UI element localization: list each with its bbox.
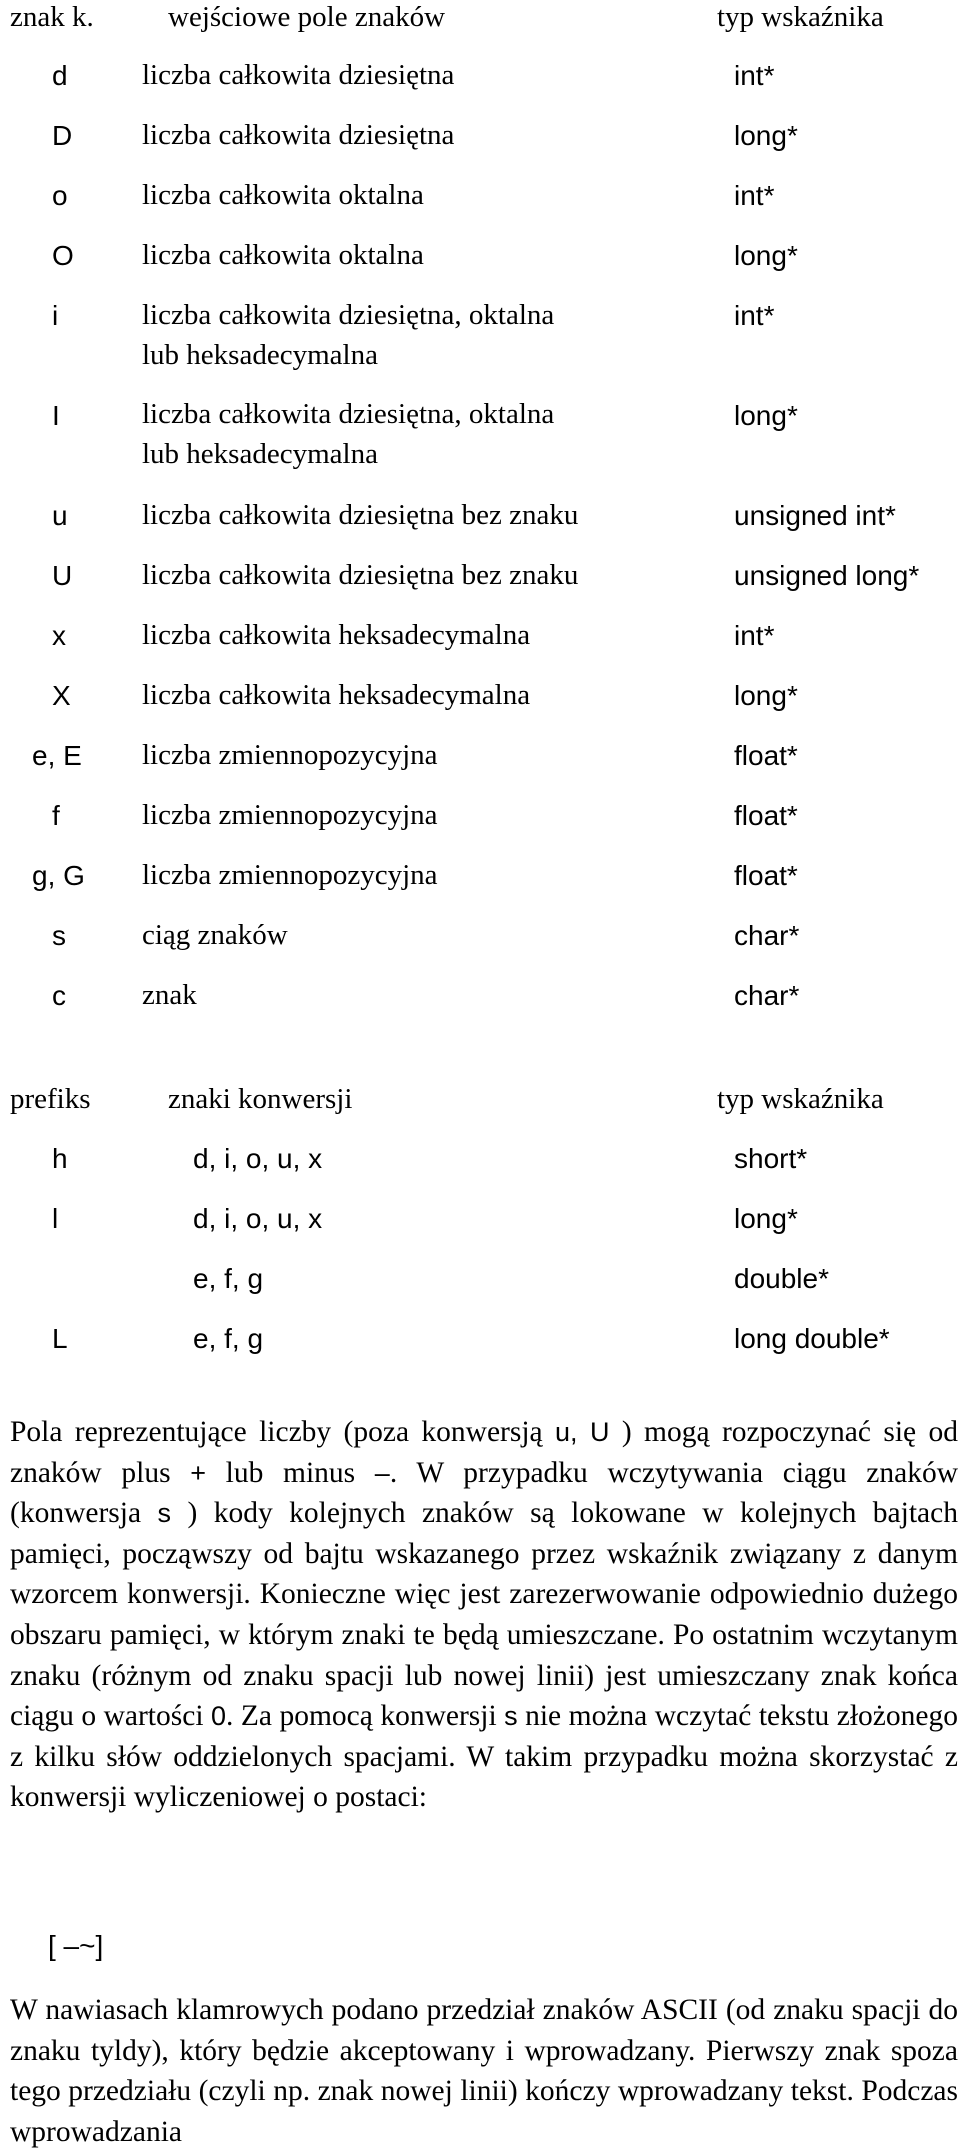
row-code: x	[52, 620, 66, 651]
row-prefix: l	[52, 1203, 59, 1234]
row-pointer-type: float*	[734, 740, 798, 771]
row-description: liczba całkowita heksadecymalna	[142, 619, 531, 651]
paragraph-text: nie można wczytać tekstu złożonego z kilku słów oddzielonych spacjami. W takim przypadku można skorzystać z konwersji wyliczeniowej o postaci:	[10, 1700, 958, 1814]
row-description-line2: lub heksadecymalna	[142, 339, 378, 371]
row-code: o	[52, 180, 68, 211]
row-code: s	[52, 920, 66, 951]
code-token: s	[157, 1498, 172, 1529]
scan-set-formula: [ –~]	[48, 1930, 104, 1961]
row-description-line2: lub heksadecymalna	[142, 438, 378, 470]
row-code: u	[52, 500, 68, 531]
row-pointer-type: float*	[734, 860, 798, 891]
row-conversion-chars: d, i, o, u, x	[193, 1143, 323, 1174]
row-pointer-type: unsigned long*	[734, 560, 920, 591]
row-pointer-type: char*	[734, 980, 800, 1011]
table2-header-conversion: znaki konwersji	[168, 1083, 353, 1115]
row-pointer-type: long*	[734, 400, 798, 431]
row-code: U	[52, 560, 73, 591]
table2-header-type: typ wskaźnika	[717, 1083, 884, 1115]
code-token: u, U	[555, 1417, 610, 1447]
row-code: g, G	[32, 860, 85, 891]
row-pointer-type: char*	[734, 920, 800, 951]
row-description-line1: liczba całkowita dziesiętna, oktalna	[142, 299, 555, 331]
row-pointer-type: float*	[734, 800, 798, 831]
paragraph-text: . W przypadku wczytywania ciągu znaków (konwersja	[10, 1456, 958, 1530]
row-pointer-type: int*	[734, 60, 775, 91]
paragraph-scan-set: W nawiasach klamrowych podano przedział znaków ASCII (od znaku spacji do znaku tyldy), który będzie akceptowany i wprowadzany. Pierwszy znak spoza tego przedziału (czyli np. znak nowej linii) kończy wprowadzany tekst. Podczas wprowadzania	[10, 1994, 958, 2148]
row-pointer-type: int*	[734, 300, 775, 331]
row-pointer-type: long*	[734, 240, 798, 271]
row-code: D	[52, 120, 73, 151]
row-code: X	[52, 680, 71, 711]
row-description: liczba całkowita heksadecymalna	[142, 679, 531, 711]
code-token: +	[190, 1457, 207, 1488]
paragraph-text: ) mogą rozpoczynać się od znaków plus	[10, 1416, 958, 1489]
paragraph-conversion-notes	[10, 1412, 958, 1818]
row-conversion-chars: e, f, g	[193, 1323, 264, 1354]
row-prefix: h	[52, 1143, 68, 1174]
row-description: liczba całkowita dziesiętna bez znaku	[142, 559, 579, 591]
row-description: liczba całkowita oktalna	[142, 239, 424, 271]
row-code: O	[52, 240, 74, 271]
row-description: liczba zmiennopozycyjna	[142, 859, 438, 891]
row-pointer-type: double*	[734, 1263, 829, 1294]
row-conversion-chars: d, i, o, u, x	[193, 1203, 323, 1234]
paragraph-text: lub minus	[206, 1456, 375, 1489]
row-description: liczba całkowita dziesiętna bez znaku	[142, 499, 579, 531]
row-description: ciąg znaków	[142, 919, 288, 951]
row-code: i	[52, 300, 59, 331]
row-pointer-type: long*	[734, 680, 798, 711]
table2-header-prefix: prefiks	[10, 1083, 91, 1115]
table1-header-code: znak k.	[10, 1, 94, 33]
row-description-line1: liczba całkowita dziesiętna, oktalna	[142, 398, 555, 430]
row-description: liczba zmiennopozycyjna	[142, 799, 438, 831]
paragraph-text: Pola reprezentujące liczby (poza konwersją	[10, 1416, 556, 1448]
table1-header-field: wejściowe pole znaków	[168, 1, 446, 33]
row-pointer-type: int*	[734, 180, 775, 211]
row-prefix: L	[52, 1323, 68, 1354]
table1-header-type: typ wskaźnika	[717, 1, 884, 33]
row-description: liczba całkowita dziesiętna	[142, 59, 455, 91]
paragraph-text: . Za pomocą konwersji	[226, 1700, 505, 1733]
row-code: e, E	[32, 740, 82, 771]
paragraph-text: ) kody kolejnych znaków są lokowane w kolejnych bajtach pamięci, począwszy od bajtu wskazanego przez wskaźnik związany z danym wzorcem konwersji. Konieczne więc jest zarezerwowanie odpowiednio dużego obszaru pamięci, w którym znaki te będą umieszczane. Po ostatnim wczytanym znaku (różnym od znaku spacji lub nowej linii) jest umieszczany znak końca ciągu o wartości	[10, 1497, 958, 1733]
row-pointer-type: long*	[734, 1203, 798, 1234]
row-code: f	[52, 800, 60, 831]
row-pointer-type: short*	[734, 1143, 808, 1174]
row-description: liczba całkowita oktalna	[142, 179, 424, 211]
code-token: 0	[211, 1701, 227, 1732]
row-description: liczba zmiennopozycyjna	[142, 739, 438, 771]
row-code: I	[52, 400, 60, 431]
row-conversion-chars: e, f, g	[193, 1263, 264, 1294]
row-pointer-type: unsigned int*	[734, 500, 896, 531]
code-token: –	[374, 1457, 390, 1488]
row-description: znak	[142, 979, 197, 1011]
code-token: s	[504, 1701, 518, 1732]
row-code: c	[52, 980, 66, 1011]
row-pointer-type: long double*	[734, 1323, 890, 1354]
row-pointer-type: long*	[734, 120, 798, 151]
row-pointer-type: int*	[734, 620, 775, 651]
row-code: d	[52, 60, 68, 91]
row-description: liczba całkowita dziesiętna	[142, 119, 455, 151]
